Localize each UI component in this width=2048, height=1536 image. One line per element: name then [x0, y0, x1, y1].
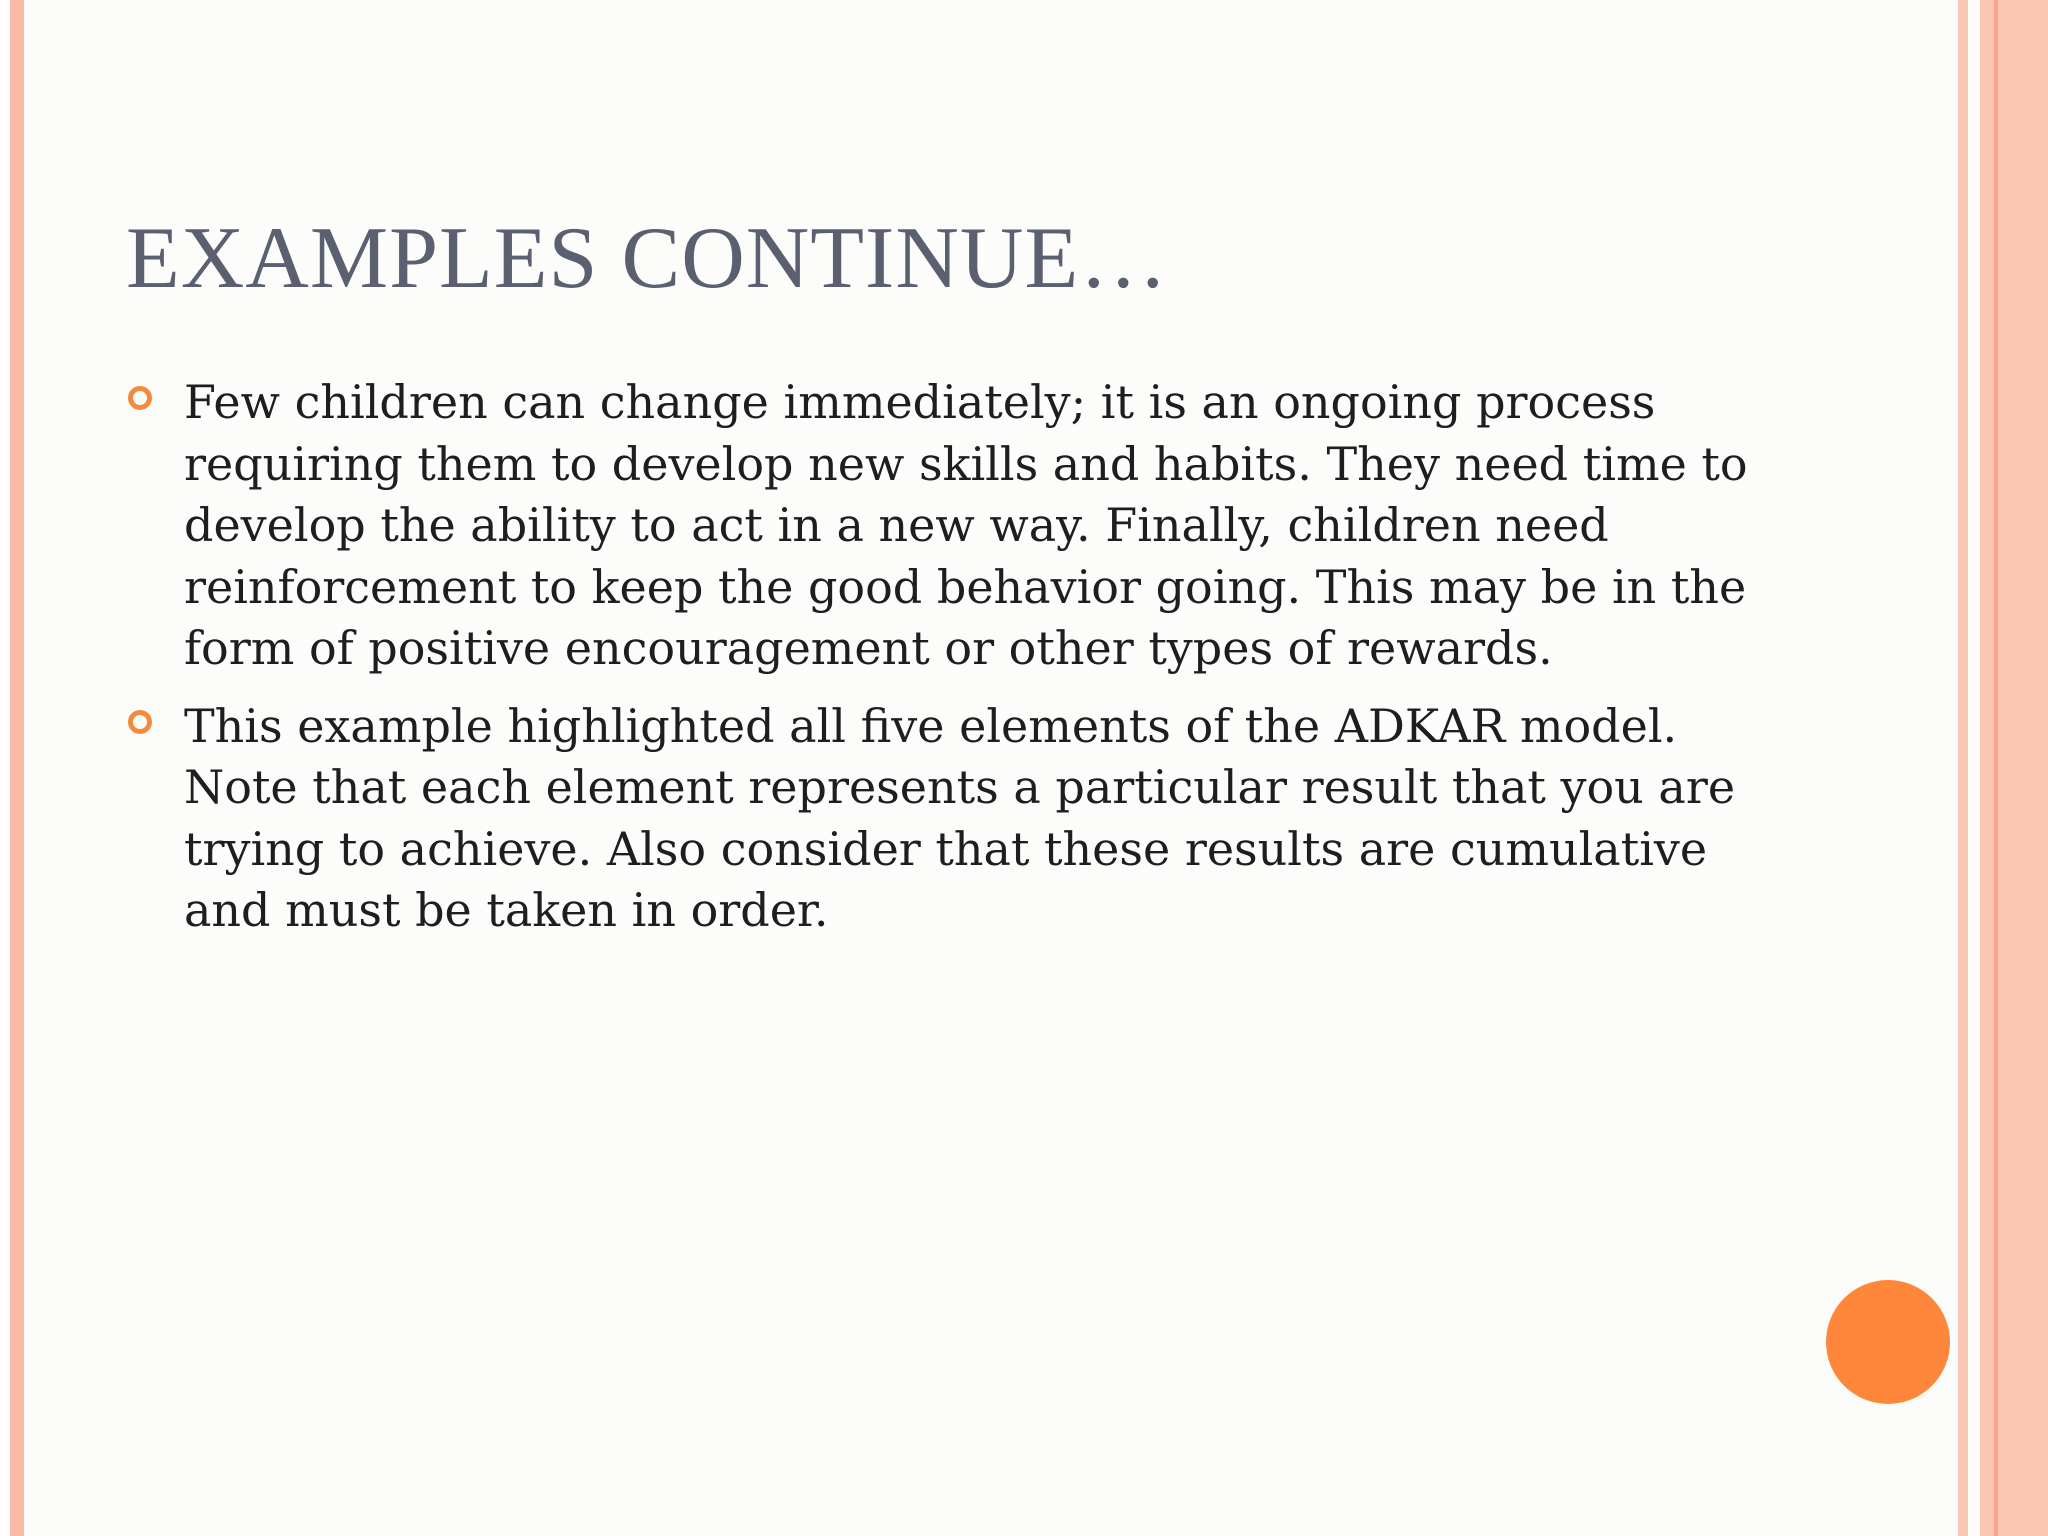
orange-circle-decoration: [1826, 1280, 1950, 1404]
bullet-item: [126, 696, 1766, 942]
right-border-stripe-1: [1958, 0, 1968, 1536]
right-border-gap: [1968, 0, 1980, 1536]
right-border-stripe-3: [1998, 0, 2048, 1536]
hollow-circle-bullet-icon: [128, 710, 152, 734]
bullet-text: Few children can change immediately; it is an ongoing process requiring them to develop new skills and habits. They need time to develop the ability to act in a new way. Finally, children need reinforcement to keep the good behavior going. This may be in the form of positive encouragement or other types of rewards.: [184, 375, 1748, 675]
bullet-list: [126, 372, 1766, 958]
bullet-text: This example highlighted all five elements of the ADKAR model. Note that each element represents a particular result that you are trying to achieve. Also consider that these results are cumulative and must be taken in order.: [184, 698, 1736, 937]
right-border-stripe-2: [1980, 0, 1994, 1536]
bullet-item: [126, 372, 1766, 680]
left-border-stripe: [10, 0, 24, 1536]
slide-title: EXAMPLES CONTINUE…: [126, 210, 1169, 307]
left-border-background: [0, 0, 10, 1536]
hollow-circle-bullet-icon: [128, 386, 152, 410]
